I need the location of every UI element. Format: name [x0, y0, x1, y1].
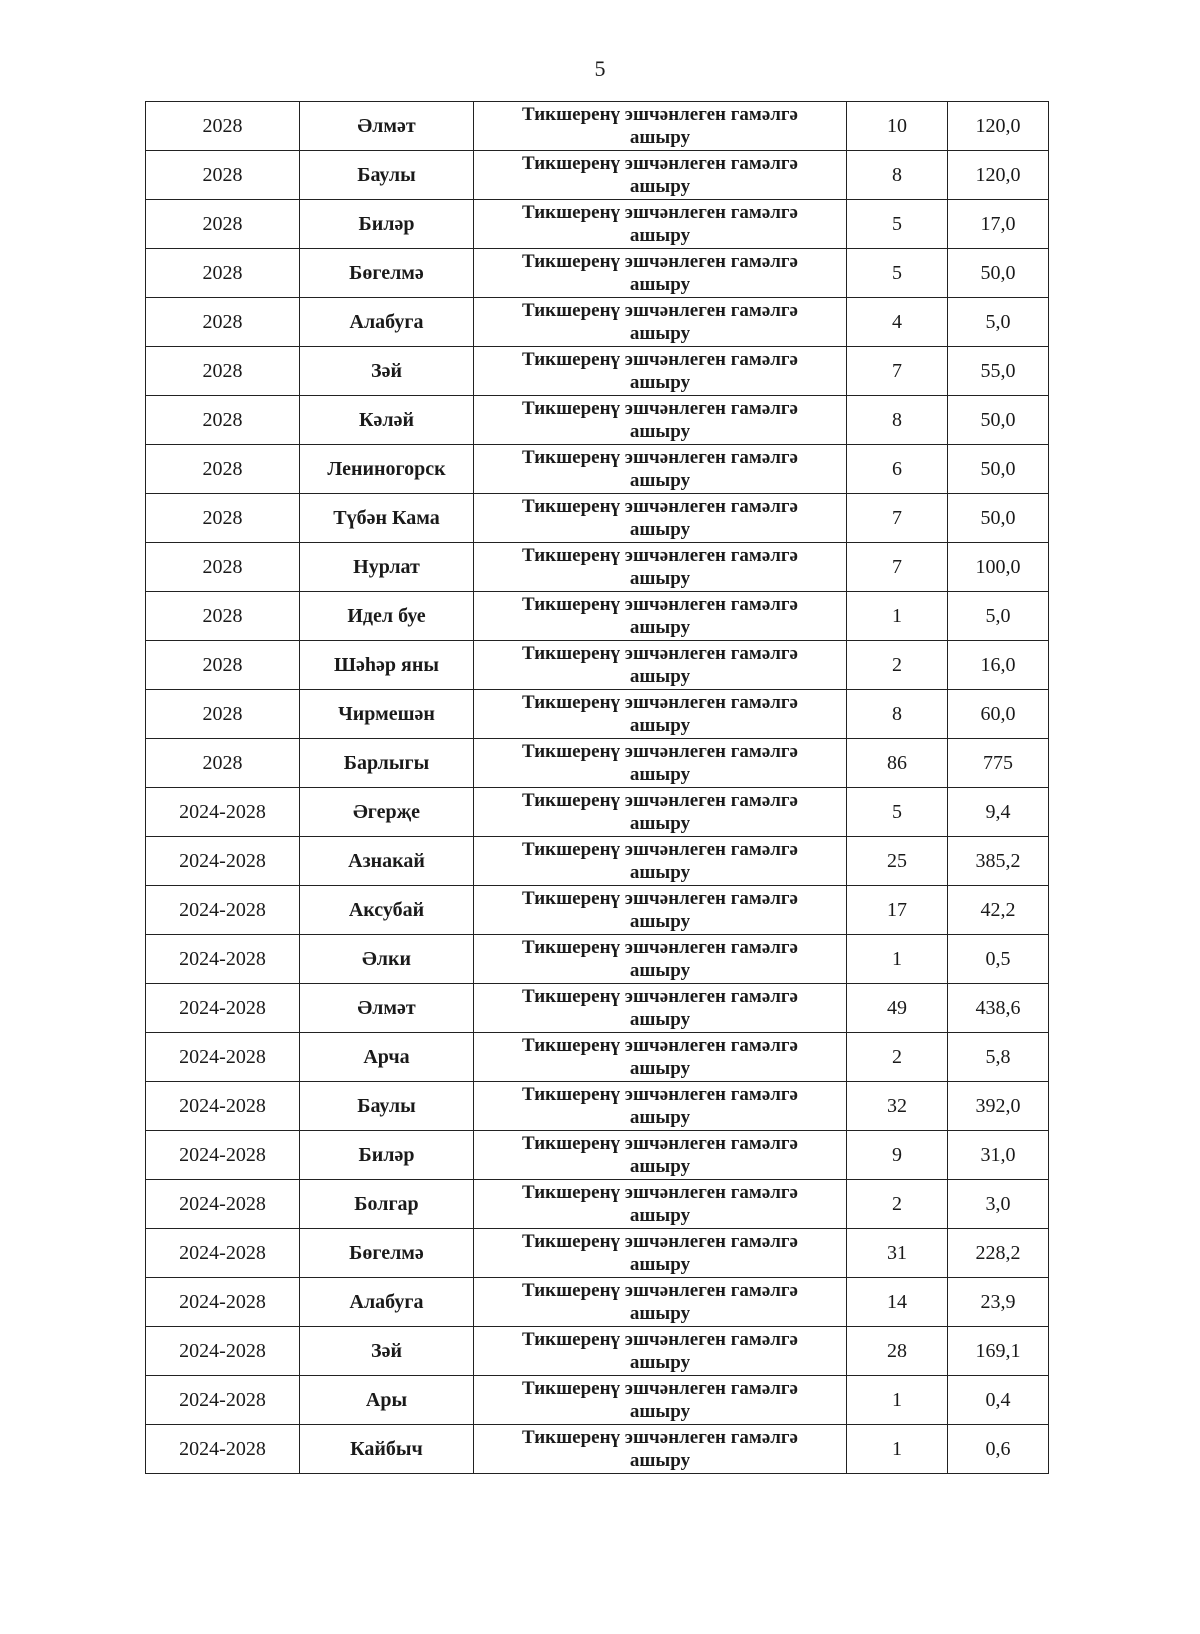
action-cell: [474, 1278, 847, 1327]
action-text: Тикшеренү эшчәнлеген гамәлгә ашыру: [522, 937, 798, 981]
table-row: [146, 445, 1049, 494]
action-text: Тикшеренү эшчәнлеген гамәлгә ашыру: [522, 839, 798, 883]
amount-cell: 5,8: [948, 1033, 1049, 1082]
count-cell: 4: [847, 298, 948, 347]
year-cell: 2024-2028: [146, 886, 300, 935]
district-cell: Шәһәр яны: [300, 641, 474, 690]
action-cell: [474, 445, 847, 494]
amount-cell: 55,0: [948, 347, 1049, 396]
count-cell: 6: [847, 445, 948, 494]
year-cell: 2028: [146, 396, 300, 445]
action-cell: [474, 641, 847, 690]
count-cell: 1: [847, 1376, 948, 1425]
action-text: Тикшеренү эшчәнлеген гамәлгә ашыру: [522, 104, 798, 148]
table-row: [146, 641, 1049, 690]
action-text: Тикшеренү эшчәнлеген гамәлгә ашыру: [522, 1182, 798, 1226]
amount-cell: 385,2: [948, 837, 1049, 886]
amount-cell: 169,1: [948, 1327, 1049, 1376]
count-cell: 7: [847, 494, 948, 543]
year-cell: 2028: [146, 690, 300, 739]
action-cell: [474, 1376, 847, 1425]
amount-cell: 60,0: [948, 690, 1049, 739]
year-cell: 2028: [146, 298, 300, 347]
count-cell: 9: [847, 1131, 948, 1180]
year-cell: 2028: [146, 494, 300, 543]
table-row: [146, 1425, 1049, 1474]
amount-cell: 50,0: [948, 396, 1049, 445]
year-cell: 2028: [146, 445, 300, 494]
action-cell: [474, 1131, 847, 1180]
table-row: [146, 1033, 1049, 1082]
district-cell: Биләр: [300, 200, 474, 249]
amount-cell: 23,9: [948, 1278, 1049, 1327]
action-cell: [474, 298, 847, 347]
table-row: [146, 690, 1049, 739]
amount-cell: 120,0: [948, 102, 1049, 151]
year-cell: 2024-2028: [146, 1327, 300, 1376]
table-row: [146, 347, 1049, 396]
action-cell: [474, 1425, 847, 1474]
district-cell: Азнакай: [300, 837, 474, 886]
table-row: [146, 837, 1049, 886]
action-text: Тикшеренү эшчәнлеген гамәлгә ашыру: [522, 251, 798, 295]
action-text: Тикшеренү эшчәнлеген гамәлгә ашыру: [522, 447, 798, 491]
action-cell: [474, 494, 847, 543]
action-cell: [474, 1327, 847, 1376]
district-cell: Арча: [300, 1033, 474, 1082]
action-text: Тикшеренү эшчәнлеген гамәлгә ашыру: [522, 349, 798, 393]
year-cell: 2024-2028: [146, 935, 300, 984]
year-cell: 2028: [146, 739, 300, 788]
page-number: 5: [594, 56, 606, 81]
count-cell: 31: [847, 1229, 948, 1278]
year-cell: 2024-2028: [146, 788, 300, 837]
district-cell: Кайбыч: [300, 1425, 474, 1474]
table-row: [146, 1131, 1049, 1180]
district-cell: Лениногорск: [300, 445, 474, 494]
district-cell: Нурлат: [300, 543, 474, 592]
year-cell: 2028: [146, 592, 300, 641]
table-row: [146, 249, 1049, 298]
table-row: [146, 200, 1049, 249]
action-text: Тикшеренү эшчәнлеген гамәлгә ашыру: [522, 1280, 798, 1324]
table-row: [146, 1376, 1049, 1425]
district-cell: Кәләй: [300, 396, 474, 445]
year-cell: 2024-2028: [146, 837, 300, 886]
action-text: Тикшеренү эшчәнлеген гамәлгә ашыру: [522, 741, 798, 785]
action-text: Тикшеренү эшчәнлеген гамәлгә ашыру: [522, 300, 798, 344]
district-cell: Әлки: [300, 935, 474, 984]
count-cell: 5: [847, 788, 948, 837]
count-cell: 2: [847, 1180, 948, 1229]
table-row: [146, 984, 1049, 1033]
table-body: [146, 102, 1049, 1474]
action-text: Тикшеренү эшчәнлеген гамәлгә ашыру: [522, 986, 798, 1030]
amount-cell: 438,6: [948, 984, 1049, 1033]
count-cell: 1: [847, 935, 948, 984]
amount-cell: 228,2: [948, 1229, 1049, 1278]
amount-cell: 0,6: [948, 1425, 1049, 1474]
count-cell: 10: [847, 102, 948, 151]
action-cell: [474, 102, 847, 151]
table-row: [146, 298, 1049, 347]
district-cell: Барлыгы: [300, 739, 474, 788]
action-text: Тикшеренү эшчәнлеген гамәлгә ашыру: [522, 1329, 798, 1373]
count-cell: 7: [847, 347, 948, 396]
count-cell: 5: [847, 200, 948, 249]
district-cell: Алабуга: [300, 1278, 474, 1327]
action-cell: [474, 984, 847, 1033]
year-cell: 2028: [146, 249, 300, 298]
table-row: [146, 1229, 1049, 1278]
action-cell: [474, 396, 847, 445]
data-table: [145, 101, 1049, 1474]
district-cell: Баулы: [300, 151, 474, 200]
action-text: Тикшеренү эшчәнлеген гамәлгә ашыру: [522, 1231, 798, 1275]
count-cell: 8: [847, 151, 948, 200]
district-cell: Зәй: [300, 347, 474, 396]
action-text: Тикшеренү эшчәнлеген гамәлгә ашыру: [522, 692, 798, 736]
amount-cell: 0,4: [948, 1376, 1049, 1425]
action-cell: [474, 200, 847, 249]
count-cell: 2: [847, 641, 948, 690]
action-cell: [474, 592, 847, 641]
table-row: [146, 739, 1049, 788]
amount-cell: 5,0: [948, 298, 1049, 347]
amount-cell: 16,0: [948, 641, 1049, 690]
amount-cell: 50,0: [948, 445, 1049, 494]
action-text: Тикшеренү эшчәнлеген гамәлгә ашыру: [522, 643, 798, 687]
table-row: [146, 886, 1049, 935]
year-cell: 2028: [146, 347, 300, 396]
year-cell: 2024-2028: [146, 1033, 300, 1082]
district-cell: Түбән Кама: [300, 494, 474, 543]
action-text: Тикшеренү эшчәнлеген гамәлгә ашыру: [522, 888, 798, 932]
district-cell: Әлмәт: [300, 102, 474, 151]
action-cell: [474, 935, 847, 984]
year-cell: 2024-2028: [146, 1180, 300, 1229]
action-cell: [474, 1033, 847, 1082]
year-cell: 2024-2028: [146, 1229, 300, 1278]
table-row: [146, 151, 1049, 200]
count-cell: 1: [847, 1425, 948, 1474]
year-cell: 2028: [146, 543, 300, 592]
amount-cell: 42,2: [948, 886, 1049, 935]
count-cell: 32: [847, 1082, 948, 1131]
count-cell: 8: [847, 396, 948, 445]
count-cell: 86: [847, 739, 948, 788]
year-cell: 2024-2028: [146, 1131, 300, 1180]
action-cell: [474, 690, 847, 739]
action-cell: [474, 739, 847, 788]
action-text: Тикшеренү эшчәнлеген гамәлгә ашыру: [522, 545, 798, 589]
action-cell: [474, 1229, 847, 1278]
district-cell: Ары: [300, 1376, 474, 1425]
table-row: [146, 1082, 1049, 1131]
district-cell: Баулы: [300, 1082, 474, 1131]
district-cell: Идел буе: [300, 592, 474, 641]
table-row: [146, 935, 1049, 984]
year-cell: 2028: [146, 200, 300, 249]
count-cell: 17: [847, 886, 948, 935]
year-cell: 2024-2028: [146, 984, 300, 1033]
amount-cell: 9,4: [948, 788, 1049, 837]
action-text: Тикшеренү эшчәнлеген гамәлгә ашыру: [522, 1378, 798, 1422]
district-cell: Әлмәт: [300, 984, 474, 1033]
count-cell: 14: [847, 1278, 948, 1327]
count-cell: 5: [847, 249, 948, 298]
amount-cell: 50,0: [948, 249, 1049, 298]
amount-cell: 31,0: [948, 1131, 1049, 1180]
district-cell: Бөгелмә: [300, 1229, 474, 1278]
action-text: Тикшеренү эшчәнлеген гамәлгә ашыру: [522, 790, 798, 834]
action-cell: [474, 837, 847, 886]
table-row: [146, 592, 1049, 641]
count-cell: 1: [847, 592, 948, 641]
action-text: Тикшеренү эшчәнлеген гамәлгә ашыру: [522, 1035, 798, 1079]
action-cell: [474, 788, 847, 837]
action-text: Тикшеренү эшчәнлеген гамәлгә ашыру: [522, 594, 798, 638]
table-row: [146, 1278, 1049, 1327]
count-cell: 28: [847, 1327, 948, 1376]
table-row: [146, 494, 1049, 543]
action-cell: [474, 543, 847, 592]
amount-cell: 392,0: [948, 1082, 1049, 1131]
count-cell: 49: [847, 984, 948, 1033]
count-cell: 25: [847, 837, 948, 886]
district-cell: Чирмешән: [300, 690, 474, 739]
district-cell: Бөгелмә: [300, 249, 474, 298]
district-cell: Әгерҗе: [300, 788, 474, 837]
year-cell: 2024-2028: [146, 1425, 300, 1474]
table-row: [146, 102, 1049, 151]
year-cell: 2028: [146, 641, 300, 690]
district-cell: Болгар: [300, 1180, 474, 1229]
year-cell: 2024-2028: [146, 1082, 300, 1131]
year-cell: 2024-2028: [146, 1376, 300, 1425]
district-cell: Алабуга: [300, 298, 474, 347]
amount-cell: 5,0: [948, 592, 1049, 641]
table-row: [146, 788, 1049, 837]
district-cell: Аксубай: [300, 886, 474, 935]
action-cell: [474, 1082, 847, 1131]
action-text: Тикшеренү эшчәнлеген гамәлгә ашыру: [522, 398, 798, 442]
year-cell: 2028: [146, 102, 300, 151]
action-text: Тикшеренү эшчәнлеген гамәлгә ашыру: [522, 496, 798, 540]
action-text: Тикшеренү эшчәнлеген гамәлгә ашыру: [522, 1427, 798, 1471]
action-text: Тикшеренү эшчәнлеген гамәлгә ашыру: [522, 1133, 798, 1177]
district-cell: Зәй: [300, 1327, 474, 1376]
table-row: [146, 1180, 1049, 1229]
amount-cell: 3,0: [948, 1180, 1049, 1229]
count-cell: 8: [847, 690, 948, 739]
action-cell: [474, 1180, 847, 1229]
count-cell: 2: [847, 1033, 948, 1082]
amount-cell: 775: [948, 739, 1049, 788]
table-row: [146, 1327, 1049, 1376]
district-cell: Биләр: [300, 1131, 474, 1180]
action-text: Тикшеренү эшчәнлеген гамәлгә ашыру: [522, 1084, 798, 1128]
table-row: [146, 543, 1049, 592]
amount-cell: 0,5: [948, 935, 1049, 984]
table-row: [146, 396, 1049, 445]
action-text: Тикшеренү эшчәнлеген гамәлгә ашыру: [522, 202, 798, 246]
action-text: Тикшеренү эшчәнлеген гамәлгә ашыру: [522, 153, 798, 197]
action-cell: [474, 886, 847, 935]
action-cell: [474, 151, 847, 200]
amount-cell: 100,0: [948, 543, 1049, 592]
amount-cell: 50,0: [948, 494, 1049, 543]
year-cell: 2024-2028: [146, 1278, 300, 1327]
year-cell: 2028: [146, 151, 300, 200]
count-cell: 7: [847, 543, 948, 592]
amount-cell: 120,0: [948, 151, 1049, 200]
action-cell: [474, 249, 847, 298]
amount-cell: 17,0: [948, 200, 1049, 249]
action-cell: [474, 347, 847, 396]
